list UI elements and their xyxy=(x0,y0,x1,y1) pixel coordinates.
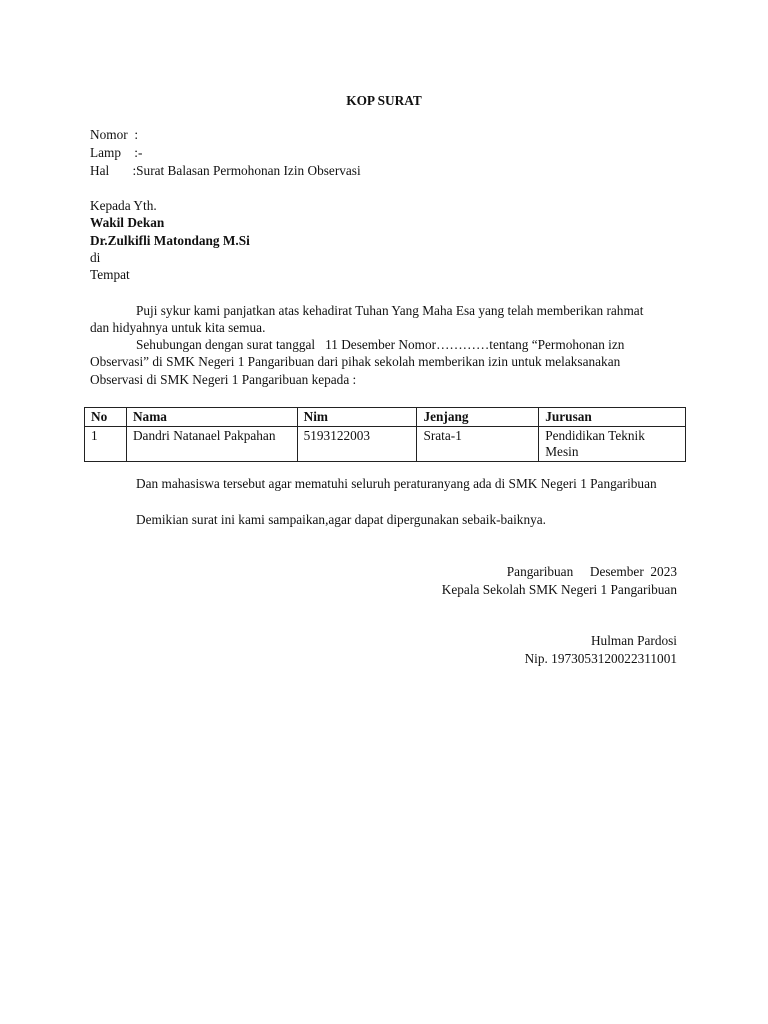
nomor-line: Nomor : xyxy=(90,127,139,142)
cell-nim: 5193122003 xyxy=(297,427,417,462)
hal-line: Hal :Surat Balasan Permohonan Izin Observasi xyxy=(90,163,361,178)
table-row xyxy=(85,427,686,462)
signer-position: Kepala Sekolah SMK Negeri 1 Pangaribuan xyxy=(441,582,677,597)
para4: Demikian surat ini kami sampaikan,agar dapat dipergunakan sebaik-baiknya. xyxy=(136,512,546,527)
para1-line1: Puji sykur kami panjatkan atas kehadirat Tuhan Yang Maha Esa yang telah memberikan rahmat xyxy=(136,303,644,318)
signer-name: Hulman Pardosi xyxy=(590,633,677,648)
header-jenjang: Jenjang xyxy=(417,408,539,427)
signer-nip: Nip. 1973053120022311001 xyxy=(524,651,677,666)
cell-jurusan: Pendidikan Teknik Mesin xyxy=(539,427,686,462)
table-header-row xyxy=(85,408,686,427)
letter-title: KOP SURAT xyxy=(346,93,422,108)
student-table xyxy=(84,407,686,462)
para2-line2: Observasi” di SMK Negeri 1 Pangaribuan dari pihak sekolah memberikan izin untuk melaksanakan xyxy=(90,354,621,369)
para2-line1: Sehubungan dengan surat tanggal 11 Desember Nomor…………tentang “Permohonan izn xyxy=(136,337,625,352)
header-nim: Nim xyxy=(297,408,417,427)
para1-line2: dan hidyahnya untuk kita semua. xyxy=(90,320,266,335)
di-line: di xyxy=(90,250,101,265)
header-nama: Nama xyxy=(126,408,297,427)
recipient-name: Dr.Zulkifli Matondang M.Si xyxy=(90,233,250,248)
place-date: Pangaribuan Desember 2023 xyxy=(506,564,677,579)
recipient-title: Wakil Dekan xyxy=(90,215,165,230)
header-jurusan: Jurusan xyxy=(539,408,686,427)
cell-no: 1 xyxy=(85,427,127,462)
tempat-line: Tempat xyxy=(90,267,130,282)
cell-jenjang: Srata-1 xyxy=(417,427,539,462)
para2-line3: Observasi di SMK Negeri 1 Pangaribuan kepada : xyxy=(90,372,357,387)
cell-nama: Dandri Natanael Pakpahan xyxy=(126,427,297,462)
lamp-line: Lamp :- xyxy=(90,145,143,160)
para3: Dan mahasiswa tersebut agar mematuhi seluruh peraturanyang ada di SMK Negeri 1 Pangaribuan xyxy=(136,476,657,491)
header-no: No xyxy=(85,408,127,427)
kepada-line: Kepada Yth. xyxy=(90,198,157,213)
